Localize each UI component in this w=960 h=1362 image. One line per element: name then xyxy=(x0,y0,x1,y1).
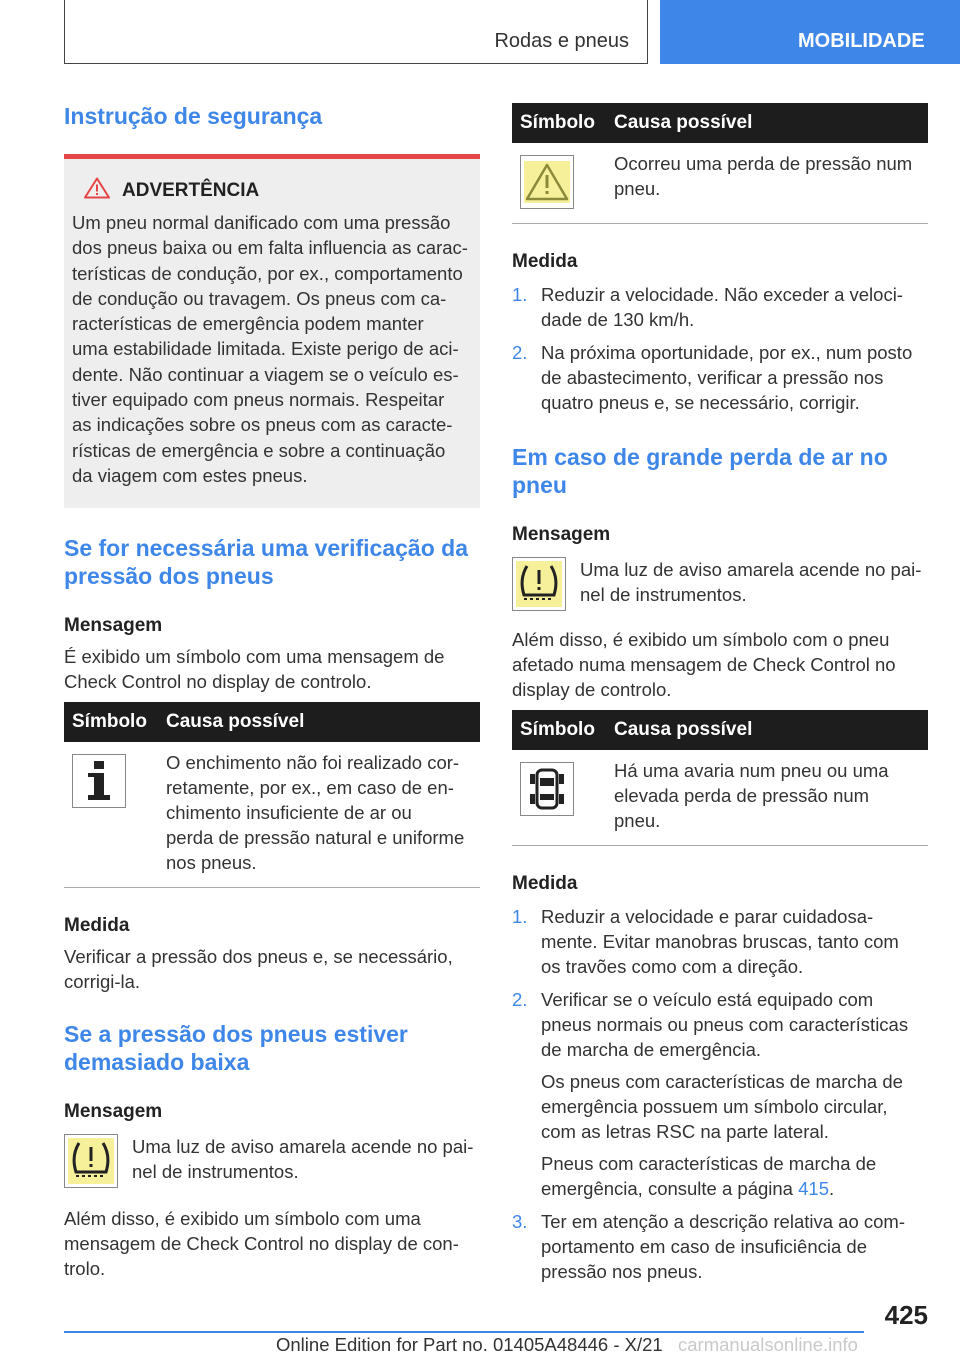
extra-text: Além disso, é exibido um símbolo com o pneu afetado numa mensagem de Check Control no display de controlo. xyxy=(512,629,896,700)
safety-heading: Instrução de segurança xyxy=(64,103,323,129)
header-box xyxy=(64,0,648,64)
symbol-table-warning xyxy=(512,103,928,224)
chapter-tab[interactable] xyxy=(660,0,960,64)
list-item: 2. Na próxima oportunidade, por ex., num posto de abastecimento, verificar a pressão nos quatro pneus e, se necessário, corrigir. xyxy=(512,342,913,413)
message-label: Mensagem xyxy=(64,615,163,637)
section-heading-low-pressure: Se a pressão dos pneus estiver demasiado baixa xyxy=(64,1021,408,1076)
symbol-table-info xyxy=(64,702,480,888)
warning-light-text: Uma luz de aviso amarela acende no pai- nel de instrumentos. xyxy=(580,559,922,605)
table-row xyxy=(512,750,928,846)
cause-text: O enchimento não foi realizado cor- retamente, por ex., em caso de en- chimento insuficiente de ar ou perda de pressão natural e uniforme nos pneus. xyxy=(158,742,480,888)
col-cause: Causa possível xyxy=(606,103,928,143)
measure-label: Medida xyxy=(512,251,578,272)
step-reference: Pneus com características de marcha de emergência, consulte a página 415. xyxy=(541,1153,877,1199)
watermark: carmanualsonline.info xyxy=(678,1334,858,1355)
car-tires-icon xyxy=(520,762,574,816)
warning-title: ADVERTÊNCIA xyxy=(122,179,260,201)
col-symbol: Símbolo xyxy=(512,710,606,750)
col-symbol: Símbolo xyxy=(64,702,158,742)
left-column xyxy=(64,100,480,1281)
measure-label: Medida xyxy=(64,915,130,937)
page-number: 425 xyxy=(884,1300,928,1330)
right-column xyxy=(512,103,928,1284)
measure-text: Verificar a pressão dos pneus e, se necessário, corrigi-la. xyxy=(64,946,453,993)
warning-light-text: Uma luz de aviso amarela acende no pai- nel de instrumentos. xyxy=(132,1136,474,1183)
symbol-table-car xyxy=(512,710,928,846)
footer-divider xyxy=(64,1331,864,1333)
cause-text: Ocorreu uma perda de pressão num pneu. xyxy=(606,143,928,224)
section-heading-check-pressure: Se for necessária uma verificação da pressão dos pneus xyxy=(64,535,468,590)
list-item: 2. Verificar se o veículo está equipado com pneus normais ou pneus com características de marcha de emergência. Os pneus com características de marcha de emergência possuem um símbolo circular, com as letras RSC na parte lateral. Pneus com características de marcha de emergência, consulte a página 415. xyxy=(512,989,909,1199)
info-i-icon xyxy=(72,754,126,808)
message-text: É exibido um símbolo com uma mensagem de Check Control no display de controlo. xyxy=(64,646,445,693)
measure-steps xyxy=(512,282,928,415)
table-row xyxy=(512,143,928,224)
col-cause: Causa possível xyxy=(606,710,928,750)
page-link[interactable]: 415 xyxy=(798,1178,829,1199)
col-symbol: Símbolo xyxy=(512,103,606,143)
extra-text: Além disso, é exibido um símbolo com uma mensagem de Check Control no display de con- trolo. xyxy=(64,1208,459,1280)
chapter-tab-label: MOBILIDADE xyxy=(798,30,925,52)
list-item: 3. Ter em atenção a descrição relativa ao com- portamento em caso de insuficiência de pressão nos pneus. xyxy=(512,1211,906,1282)
warning-triangle-icon xyxy=(84,177,110,204)
col-cause: Causa possível xyxy=(158,702,480,742)
edition-text: Online Edition for Part no. 01405A48446 - X/21 xyxy=(276,1334,663,1355)
tire-pressure-warning-icon xyxy=(512,557,566,611)
warning-box xyxy=(64,154,480,508)
message-row xyxy=(512,557,928,611)
section-title: Rodas e pneus xyxy=(494,30,629,52)
step-note: Os pneus com características de marcha de emergência possuem um símbolo circular, com as letras RSC na parte lateral. xyxy=(541,1071,903,1142)
list-item: 1. Reduzir a velocidade. Não exceder a veloci- dade de 130 km/h. xyxy=(512,284,903,330)
warning-triangle-icon xyxy=(520,155,574,209)
measure-label: Medida xyxy=(512,873,578,894)
list-item: 1. Reduzir a velocidade e parar cuidadosa- mente. Evitar manobras bruscas, tanto com os travões como com a direção. xyxy=(512,906,899,977)
warning-header xyxy=(72,177,472,204)
tire-pressure-warning-icon xyxy=(64,1134,118,1188)
warning-text: Um pneu normal danificado com uma pressão dos pneus baixa ou em falta influencia as carac- terísticas de condução, por ex., comportamento de condução ou travagem. Os pneus com ca- racterísticas de emergência podem manter uma estabilidade limitada. Existe perigo de aci- dente. Não continuar a viagem se o veículo es- tiver equipado com pneus normais. Respeitar as indicações sobre os pneus com as caracte- rísticas de emergência e sobre a continuação da viagem com estes pneus. xyxy=(72,212,468,486)
cause-text: Há uma avaria num pneu ou uma elevada perda de pressão num pneu. xyxy=(606,750,928,846)
table-row xyxy=(64,742,480,888)
message-row xyxy=(64,1134,480,1188)
message-label: Mensagem xyxy=(64,1101,163,1123)
section-heading-major-loss: Em caso de grande perda de ar no pneu xyxy=(512,444,888,498)
message-label: Mensagem xyxy=(512,524,611,545)
measure-steps xyxy=(512,904,928,1284)
